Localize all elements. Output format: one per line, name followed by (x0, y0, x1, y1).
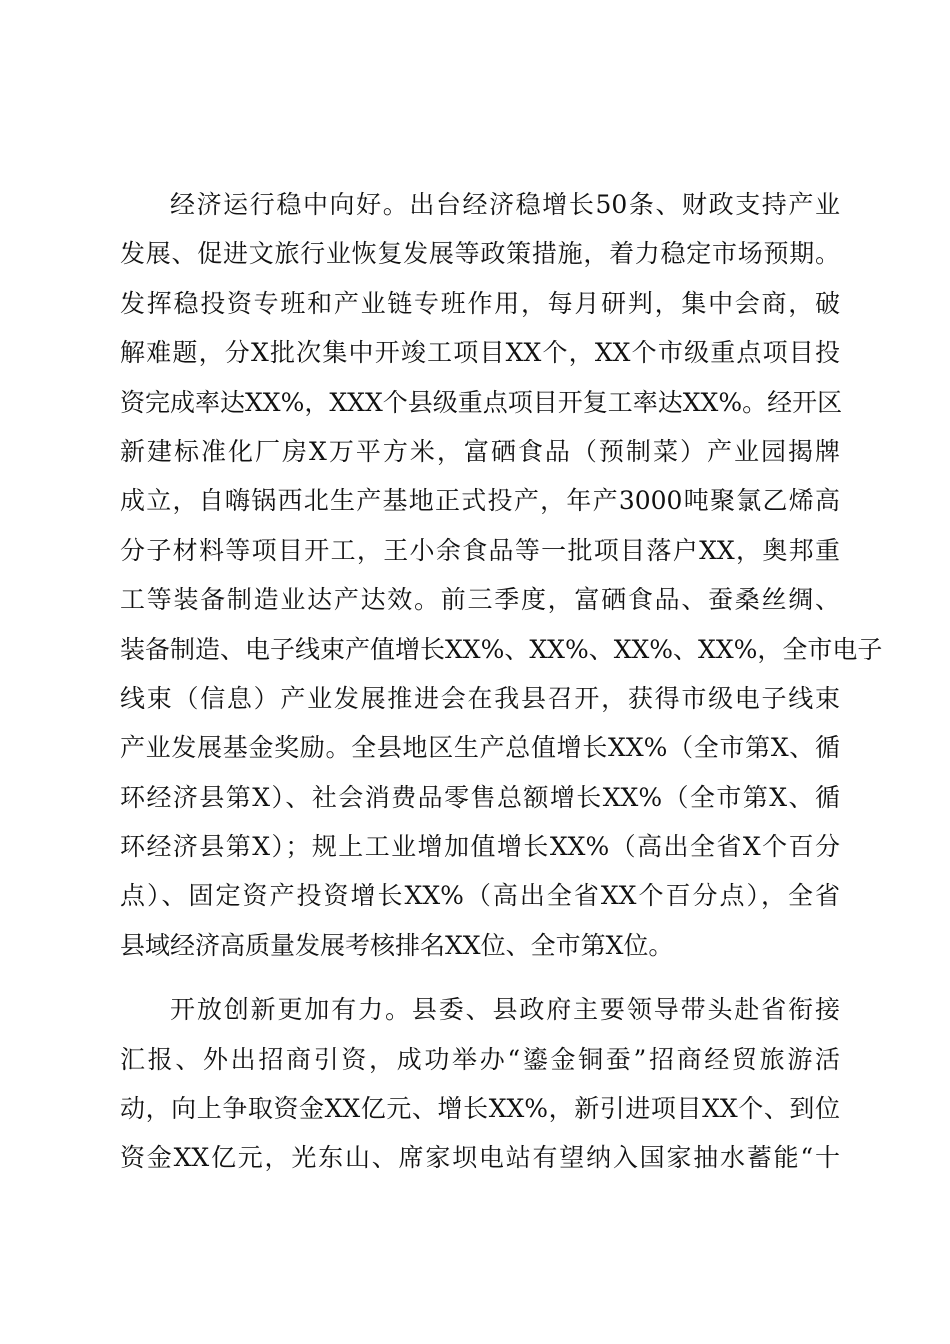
text-line: 线束（信息）产业发展推进会在我县召开，获得市级电子线束 (120, 683, 840, 713)
paragraph-economy (120, 180, 883, 970)
text-line: 解难题，分X批次集中开竣工项目XX个，XX个市级重点项目投 (120, 338, 840, 368)
text-line: 发展、促进文旅行业恢复发展等政策措施，着力稳定市场预期。 (120, 239, 840, 269)
text-line: 县域经济高质量发展考核排名XX位、全市第X位。 (120, 930, 674, 960)
text-line: 环经济县第X）；规上工业增加值增长XX%（高出全省X个百分 (120, 832, 840, 862)
text-line: 动，向上争取资金XX亿元、增长XX%，新引进项目XX个、到位 (120, 1094, 840, 1124)
text-line: 装备制造、电子线束产值增长XX%、XX%、XX%、XX%，全市电子 (120, 634, 883, 664)
text-line: 发挥稳投资专班和产业链专班作用，每月研判，集中会商，破 (120, 288, 840, 318)
text-line: 新建标准化厂房X万平方米，富硒食品（预制菜）产业园揭牌 (120, 436, 840, 466)
text-line: 经济运行稳中向好。出台经济稳增长50条、财政支持产业 (170, 190, 840, 219)
text-line: 环经济县第X）、社会消费品零售总额增长XX%（全市第X、循 (120, 782, 840, 812)
text-line: 开放创新更加有力。县委、县政府主要领导带头赴省衔接 (170, 995, 840, 1025)
text-line: 成立，自嗨锅西北生产基地正式投产，年产3000吨聚氯乙烯高 (120, 486, 840, 516)
paragraph-gap (120, 970, 840, 985)
text-line: 汇报、外出招商引资，成功举办“鎏金铜蚕”招商经贸旅游活 (120, 1044, 840, 1074)
text-line: 工等装备制造业达产达效。前三季度，富硒食品、蚕桑丝绸、 (120, 585, 840, 615)
document-body (120, 180, 883, 1183)
text-line: 点）、固定资产投资增长XX%（高出全省XX个百分点），全省 (120, 881, 840, 911)
text-line: 资金XX亿元，光东山、席家坝电站有望纳入国家抽水蓄能“十 (120, 1143, 840, 1173)
text-line: 产业发展基金奖励。全县地区生产总值增长XX%（全市第X、循 (120, 733, 840, 763)
text-line: 资完成率达XX%，XXX个县级重点项目开复工率达XX%。经开区 (120, 387, 843, 417)
text-line: 分子材料等项目开工，王小余食品等一批项目落户XX，奥邦重 (120, 535, 840, 565)
paragraph-opening-up (120, 985, 840, 1183)
